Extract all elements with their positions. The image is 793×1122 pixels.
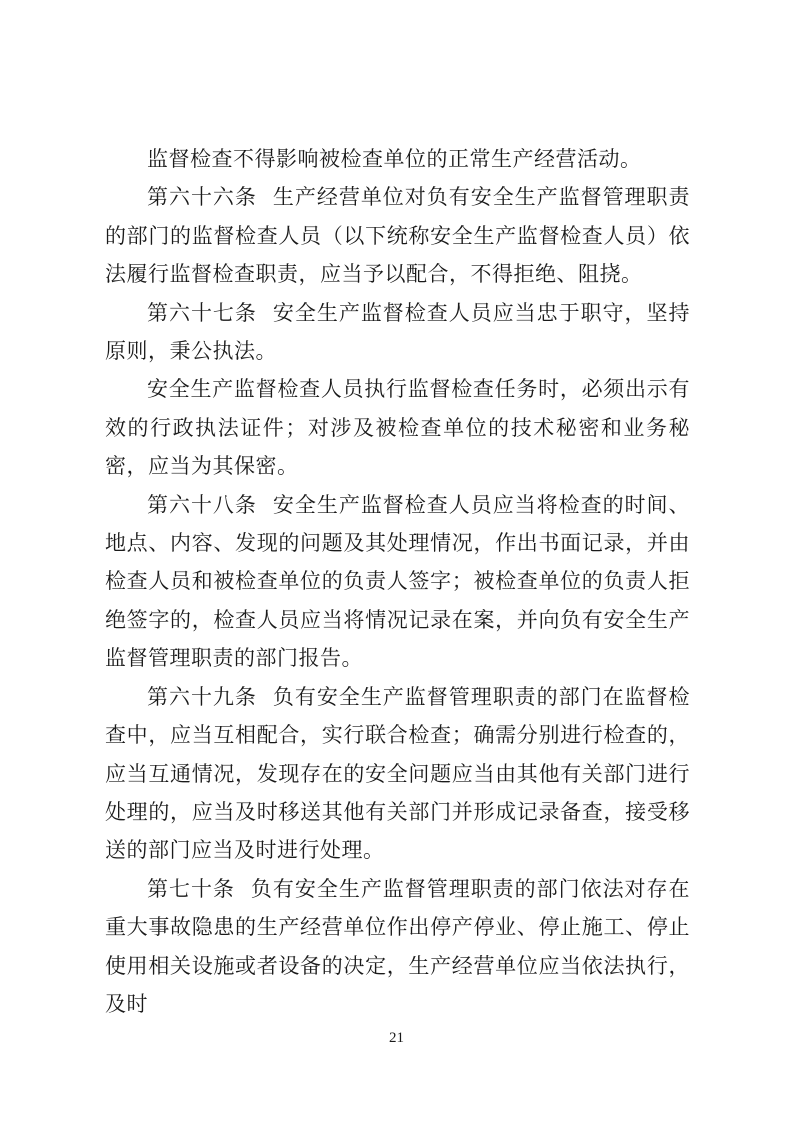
article-number: 第六十七条: [147, 300, 257, 325]
paragraph-text: 安全生产监督检查人员应当忠于职守，坚持原则，秉公执法。: [105, 300, 691, 364]
article-paragraph: [105, 294, 690, 371]
paragraph-text: 安全生产监督检查人员应当将检查的时间、地点、内容、发现的问题及其处理情况，作出书面记录，并由检查人员和被检查单位的负责人签字；被检查单位的负责人拒绝签字的，检查人员应当将情况记录在案，并向负有安全生产监督管理职责的部门报告。: [105, 492, 691, 671]
article-number: 第六十八条: [147, 492, 257, 517]
page-number: 21: [389, 1030, 404, 1046]
article-paragraph: [105, 486, 690, 678]
paragraph-text: 监督检查不得影响被检查单位的正常生产经营活动。: [147, 147, 642, 171]
paragraph: [105, 370, 690, 485]
article-number: 第七十条: [147, 876, 235, 901]
paragraph-text: 负有安全生产监督管理职责的部门在监督检查中，应当互相配合，实行联合检查；确需分别进行检查的，应当互通情况，发现存在的安全问题应当由其他有关部门进行处理的，应当及时移送其他有关部门并形成记录备查，接受移送的部门应当及时进行处理。: [105, 684, 691, 863]
paragraph-text: 负有安全生产监督管理职责的部门依法对存在重大事故隐患的生产经营单位作出停产停业、停止施工、停止使用相关设施或者设备的决定，生产经营单位应当依法执行，及时: [105, 876, 691, 1016]
article-paragraph: [105, 870, 690, 1024]
article-number: 第六十六条: [147, 185, 257, 210]
paragraph: [105, 140, 690, 178]
article-paragraph: [105, 178, 690, 293]
paragraph-text: 生产经营单位对负有安全生产监督管理职责的部门的监督检查人员（以下统称安全生产监督检查人员）依法履行监督检查职责，应当予以配合，不得拒绝、阻挠。: [105, 185, 691, 287]
article-number: 第六十九条: [147, 684, 257, 709]
article-paragraph: [105, 678, 690, 870]
body-text: [105, 140, 690, 1023]
paragraph-text: 安全生产监督检查人员执行监督检查任务时，必须出示有效的行政执法证件；对涉及被检查单位的技术秘密和业务秘密，应当为其保密。: [105, 377, 690, 479]
